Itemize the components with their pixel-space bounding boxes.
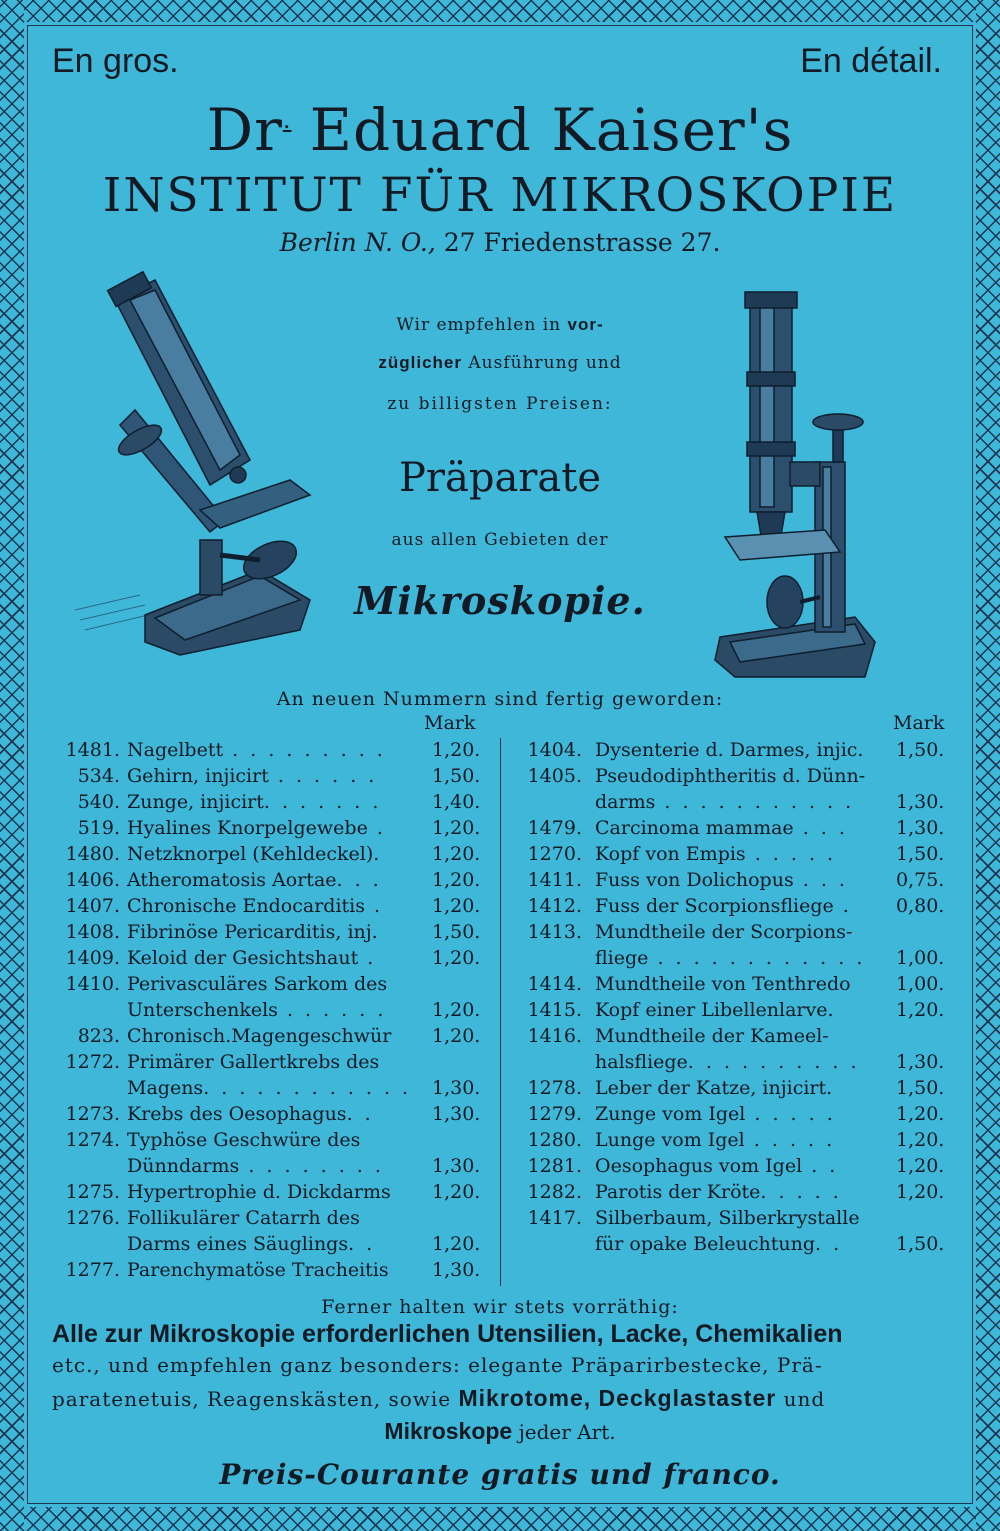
microscope-left-illustration (60, 270, 320, 660)
item-number: 1406. (65, 869, 120, 891)
item-number: 1277. (65, 1259, 120, 1281)
list-item (516, 919, 952, 945)
item-price: 1,20. (432, 1025, 481, 1047)
item-name (127, 945, 376, 971)
item-price: 1,30. (896, 817, 945, 839)
address-city: Berlin N. O., (279, 228, 436, 257)
mark-label-left: Mark (424, 712, 476, 734)
price-list-left (50, 737, 490, 1283)
list-item (50, 893, 490, 919)
ornamental-border-top (0, 0, 1000, 22)
en-detail-label: En détail. (800, 42, 942, 80)
list-item (516, 1023, 952, 1049)
item-name-text: Zunge, injicirt (127, 791, 264, 813)
item-name (127, 1075, 411, 1101)
item-leader-dots: . (826, 1077, 836, 1099)
item-leader-dots: . . . . . (745, 1103, 836, 1125)
item-name (127, 1127, 360, 1153)
recommend-text-b: vor- (567, 315, 604, 334)
item-number: 1273. (65, 1103, 120, 1125)
item-price: 0,80. (896, 895, 945, 917)
item-price: 1,20. (432, 843, 481, 865)
item-leader-dots: . . . . . . . . . (223, 739, 386, 761)
list-item (50, 763, 490, 789)
item-name-text: Typhöse Geschwüre des (127, 1129, 361, 1151)
item-price: 1,50. (432, 921, 481, 943)
recommend-text-a: Wir empfehlen in (396, 315, 568, 335)
microscope-right-illustration (705, 282, 905, 682)
item-name-text: Magens (127, 1077, 204, 1099)
recommend-text-d: Ausführung und (461, 353, 622, 373)
item-leader-dots: . . . . . . . . . . (687, 1051, 860, 1073)
list-item (516, 815, 952, 841)
list-heading: An neuen Nummern sind fertig geworden: (276, 688, 724, 710)
list-item (516, 841, 952, 867)
item-leader-dots: . . . . . (744, 1129, 836, 1151)
item-leader-dots: . . . (793, 817, 848, 839)
list-item (50, 815, 490, 841)
item-name-text: Atheromatosis Aortae (127, 869, 337, 891)
item-price: 1,30. (432, 1259, 481, 1281)
list-item (516, 997, 952, 1023)
item-name (595, 1205, 860, 1231)
item-leader-dots: . . (346, 1103, 374, 1125)
item-name (127, 1101, 374, 1127)
item-price: 1,20. (896, 1181, 945, 1203)
item-name-text: Keloid der Gesichtshaut (127, 947, 359, 969)
item-number: 1270. (527, 843, 582, 865)
address (0, 228, 1000, 257)
item-name (595, 971, 851, 997)
item-name-text: Gehirn, injicirt (127, 765, 269, 787)
paratenetuis-line (52, 1385, 825, 1412)
list-item (50, 1179, 490, 1205)
item-name (127, 763, 377, 789)
list-item (50, 867, 490, 893)
list-item (516, 867, 952, 893)
list-item (50, 1153, 490, 1179)
item-name (595, 789, 854, 815)
item-number: 1409. (65, 947, 120, 969)
item-name-text: Unterschenkels (127, 999, 278, 1021)
item-name (595, 1231, 842, 1257)
item-number: 1413. (527, 921, 582, 943)
praeparate-heading: Präparate (398, 455, 602, 501)
item-price: 1,00. (896, 947, 945, 969)
item-price: 1,20. (432, 739, 481, 761)
item-name-text: Krebs des Oesophagus (127, 1103, 347, 1125)
item-name (127, 919, 378, 945)
item-number: 519. (77, 817, 120, 839)
preis-courante-line: Preis-Courante gratis und franco. (219, 1458, 781, 1491)
item-leader-dots: . . . . . . . . . . . . (203, 1077, 412, 1099)
item-name (127, 815, 386, 841)
item-name (127, 1049, 379, 1075)
item-number: 1279. (527, 1103, 582, 1125)
item-name (595, 1049, 860, 1075)
item-number: 1276. (65, 1207, 120, 1229)
item-name-text: Zunge vom Igel (595, 1103, 746, 1125)
column-divider (500, 738, 501, 1286)
item-number: 1407. (65, 895, 120, 917)
item-name-text: Netzknorpel (Kehldeckel) (127, 843, 374, 865)
recommend-line-2 (320, 353, 680, 373)
etc-line: etc., und empfehlen ganz besonders: elegante Präparirbestecke, Prä- (52, 1353, 823, 1377)
item-number: 1282. (527, 1181, 582, 1203)
mikroskope-text-a: Mikroskope (384, 1418, 513, 1444)
list-item (50, 1075, 490, 1101)
utensilien-line: Alle zur Mikroskopie erforderlichen Utensilien, Lacke, Chemikalien (52, 1320, 843, 1348)
item-name (595, 1153, 838, 1179)
item-name (595, 945, 865, 971)
item-price: 1,20. (896, 1103, 945, 1125)
parat-text-b: Mikrotome, Deckglastaster (458, 1385, 777, 1411)
list-item (50, 919, 490, 945)
item-name (127, 841, 382, 867)
item-number: 534. (77, 765, 120, 787)
list-item (50, 1101, 490, 1127)
item-name-text: Mundtheile der Scorpions- (595, 921, 853, 943)
item-price: 1,20. (896, 1155, 945, 1177)
item-leader-dots: . . . . . . . . . . . (655, 791, 855, 813)
mikroskope-text-b: jeder Art. (512, 1420, 616, 1444)
item-name-text: Lunge vom Igel (595, 1129, 745, 1151)
list-item (516, 1205, 952, 1231)
item-number: 540. (77, 791, 120, 813)
list-item (50, 997, 490, 1023)
item-name (595, 815, 848, 841)
item-name-text: Follikulärer Catarrh des (127, 1207, 360, 1229)
item-leader-dots: . . . . . . (277, 999, 387, 1021)
item-name-text: Parenchymatöse Tracheitis (127, 1259, 389, 1281)
list-item (516, 1075, 952, 1101)
item-leader-dots: . (367, 817, 386, 839)
item-name-text: Kopf von Empis (595, 843, 746, 865)
mikroskopie-heading: Mikroskopie. (354, 578, 646, 623)
item-name-text: Darms eines Säuglings (127, 1233, 349, 1255)
list-item (516, 1049, 952, 1075)
item-name (127, 1153, 384, 1179)
item-number: 1481. (65, 739, 120, 761)
item-price: 1,20. (896, 1129, 945, 1151)
item-name-text: Fuss der Scorpionsfliege (595, 895, 834, 917)
item-price: 1,30. (896, 1051, 945, 1073)
recommend-line-1 (320, 315, 680, 335)
item-name (127, 1231, 375, 1257)
item-leader-dots: . (827, 999, 837, 1021)
item-number: 1405. (527, 765, 582, 787)
item-name (127, 1205, 360, 1231)
item-number: 1480. (65, 843, 120, 865)
item-leader-dots: . (364, 895, 384, 917)
item-leader-dots: . . . . . (745, 843, 837, 865)
item-name (595, 1179, 842, 1205)
item-leader-dots: . . . . . . . . (239, 1155, 384, 1177)
item-name (595, 1075, 835, 1101)
item-number: 1404. (527, 739, 582, 761)
item-leader-dots: . (358, 947, 377, 969)
parat-text-a: paratenetuis, Reagenskästen, sowie (52, 1387, 459, 1411)
list-item (516, 1127, 952, 1153)
list-item (50, 1023, 490, 1049)
item-number: 1415. (527, 999, 582, 1021)
list-item (516, 945, 952, 971)
item-price: 1,20. (432, 947, 481, 969)
item-name-text: Fuss von Dolichopus (595, 869, 794, 891)
item-price: 1,50. (896, 1077, 945, 1099)
list-item (50, 841, 490, 867)
item-name-text: Chronisch.Magengeschwür (127, 1025, 392, 1047)
item-name-text: Pseudodiphtheritis d. Dünn- (595, 765, 866, 787)
item-price: 1,20. (432, 869, 481, 891)
item-name (595, 841, 836, 867)
item-name-text: Perivasculäres Sarkom des (127, 973, 388, 995)
item-name-text: Silberbaum, Silberkrystalle (595, 1207, 860, 1229)
ornamental-border-bottom (0, 1507, 1000, 1531)
item-name (595, 919, 852, 945)
item-name (127, 893, 383, 919)
institute-subtitle: INSTITUT FÜR MIKROSKOPIE (102, 168, 898, 223)
item-leader-dots: . . . . . . (268, 765, 378, 787)
item-leader-dots: . . . . . . . . . . . . (648, 947, 866, 969)
item-leader-dots: . (833, 895, 852, 917)
item-number: 1272. (65, 1051, 120, 1073)
item-number: 1411. (527, 869, 582, 891)
list-item (50, 789, 490, 815)
item-leader-dots: . . . . . (760, 1181, 842, 1203)
title-name: Eduard Kaiser's (309, 96, 794, 164)
item-name-text: fliege (595, 947, 649, 969)
item-name-text: Hypertrophie d. Dickdarms (127, 1181, 391, 1203)
item-number: 1412. (527, 895, 582, 917)
item-name (127, 737, 386, 763)
item-price: 1,50. (896, 843, 945, 865)
item-name (127, 997, 386, 1023)
item-price: 1,30. (432, 1155, 481, 1177)
list-item (50, 1205, 490, 1231)
item-name (595, 997, 837, 1023)
item-leader-dots: . . (348, 1233, 376, 1255)
item-name-text: Primärer Gallertkrebs des (127, 1051, 380, 1073)
item-name (127, 1023, 391, 1049)
item-leader-dots: . . (815, 1233, 843, 1255)
item-leader-dots: . . . (336, 869, 382, 891)
recommend-text-c: züglicher (378, 353, 462, 372)
item-name-text: Oesophagus vom Igel (595, 1155, 803, 1177)
list-item (50, 737, 490, 763)
item-number: 1275. (65, 1181, 120, 1203)
item-name-text: Hyalines Knorpelgewebe (127, 817, 368, 839)
item-name-text: Nagelbett (127, 739, 224, 761)
item-leader-dots: . . . (793, 869, 848, 891)
item-name (127, 867, 382, 893)
item-name (595, 763, 865, 789)
item-number: 1274. (65, 1129, 120, 1151)
item-name (595, 1127, 835, 1153)
list-item (516, 737, 952, 763)
item-price: 1,20. (432, 999, 481, 1021)
item-number: 1417. (527, 1207, 582, 1229)
list-item (50, 1231, 490, 1257)
list-item (516, 1179, 952, 1205)
en-gros-label: En gros. (52, 42, 179, 80)
item-price: 1,40. (432, 791, 481, 813)
item-name (595, 737, 863, 763)
title-dr: Dr (206, 96, 283, 164)
item-name-text: halsfliege (595, 1051, 688, 1073)
address-street: 27 Friedenstrasse 27. (443, 228, 721, 257)
list-item (516, 763, 952, 789)
item-name-text: Leber der Katze, injicirt (595, 1077, 827, 1099)
item-price: 1,20. (432, 817, 481, 839)
item-price: 1,20. (432, 1181, 481, 1203)
item-name-text: Dünndarms (127, 1155, 240, 1177)
list-item (50, 1257, 490, 1283)
item-name-text: Mundtheile von Tenthredo (595, 973, 851, 995)
parat-text-c: und (776, 1387, 826, 1411)
item-number: 1479. (527, 817, 582, 839)
item-price: 1,20. (432, 895, 481, 917)
item-leader-dots: . (373, 843, 383, 865)
item-leader-dots: . . . . . . . (263, 791, 382, 813)
item-name-text: darms (595, 791, 656, 813)
item-price: 1,50. (896, 739, 945, 761)
item-number: 1410. (65, 973, 120, 995)
ferner-line: Ferner halten wir stets vorräthig: (321, 1296, 679, 1318)
item-leader-dots: . . (802, 1155, 839, 1177)
item-name (127, 1179, 391, 1205)
list-item (516, 1231, 952, 1257)
item-number: 1281. (527, 1155, 582, 1177)
list-item (516, 1101, 952, 1127)
item-price: 1,20. (432, 1233, 481, 1255)
item-number: 1280. (527, 1129, 582, 1151)
list-item (516, 971, 952, 997)
list-item (50, 971, 490, 997)
item-price: 0,75. (896, 869, 945, 891)
aus-allen-line: aus allen Gebieten der (391, 530, 609, 550)
price-list-right (516, 737, 952, 1257)
item-name (127, 789, 381, 815)
item-price: 1,30. (896, 791, 945, 813)
list-item (50, 945, 490, 971)
item-price: 1,00. (896, 973, 945, 995)
page-title: Dr. Eduard Kaiser's (206, 96, 794, 164)
item-name (127, 1257, 389, 1283)
item-price: 1,30. (432, 1077, 481, 1099)
mikroskope-line (0, 1418, 1000, 1445)
item-name-text: Kopf einer Libellenlarve (595, 999, 828, 1021)
item-name-text: Chronische Endocarditis (127, 895, 365, 917)
item-name (595, 1101, 836, 1127)
recommend-line-3: zu billigsten Preisen: (387, 394, 613, 414)
list-item (516, 789, 952, 815)
item-number: 1414. (527, 973, 582, 995)
item-price: 1,50. (432, 765, 481, 787)
item-name-text: für opake Beleuchtung (595, 1233, 816, 1255)
item-price: 1,30. (432, 1103, 481, 1125)
item-name-text: Mundtheile der Kameel- (595, 1025, 829, 1047)
list-item (516, 893, 952, 919)
mark-label-right: Mark (893, 712, 945, 734)
item-name-text: Carcinoma mammae (595, 817, 794, 839)
item-price: 1,20. (896, 999, 945, 1021)
item-name (595, 867, 848, 893)
item-number: 823. (77, 1025, 120, 1047)
item-name-text: Parotis der Kröte (595, 1181, 761, 1203)
item-name (595, 893, 852, 919)
item-name (127, 971, 387, 997)
item-name-text: Fibrinöse Pericarditis, inj. (127, 921, 378, 943)
item-name (595, 1023, 829, 1049)
item-number: 1416. (527, 1025, 582, 1047)
item-name-text: Dysenterie d. Darmes, injic. (595, 739, 864, 761)
list-item (516, 1153, 952, 1179)
item-price: 1,50. (896, 1233, 945, 1255)
list-item (50, 1127, 490, 1153)
item-number: 1408. (65, 921, 120, 943)
list-item (50, 1049, 490, 1075)
item-number: 1278. (527, 1077, 582, 1099)
